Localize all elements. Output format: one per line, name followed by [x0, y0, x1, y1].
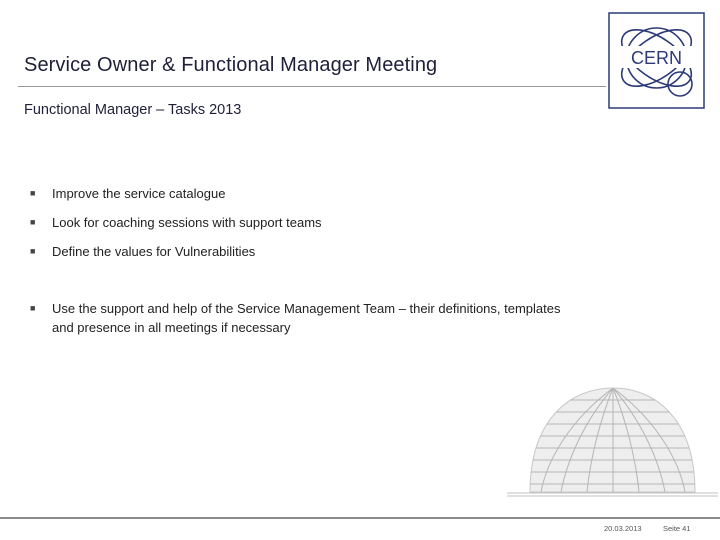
- bullet-marker: ■: [30, 188, 36, 198]
- list-item: [30, 299, 572, 337]
- bullet-marker: ■: [30, 217, 36, 227]
- globe-of-science-building-image: [505, 380, 720, 498]
- bullet-marker: ■: [30, 303, 36, 313]
- footer-page-number: Seite 41: [663, 524, 691, 533]
- bullet-text: Improve the service catalogue: [52, 186, 226, 201]
- title-divider: [18, 86, 606, 87]
- bullet-marker: ■: [30, 246, 36, 256]
- bullet-text: Use the support and help of the Service Management Team – their definitions, templates and presence in all meetings if necessary: [52, 301, 561, 335]
- list-item: [30, 242, 572, 261]
- bullet-text: Look for coaching sessions with support teams: [52, 215, 322, 230]
- list-item: [30, 184, 572, 203]
- footer-date: 20.03.2013: [604, 524, 642, 533]
- bullet-text: Define the values for Vulnerabilities: [52, 244, 256, 259]
- slide-title: Service Owner & Functional Manager Meeting: [24, 54, 438, 76]
- cern-logo-icon: [608, 12, 705, 109]
- logo-text: CERN: [630, 48, 683, 68]
- slide-subtitle: Functional Manager – Tasks 2013: [24, 102, 242, 118]
- list-item: [30, 213, 572, 232]
- footer-divider: [0, 517, 720, 519]
